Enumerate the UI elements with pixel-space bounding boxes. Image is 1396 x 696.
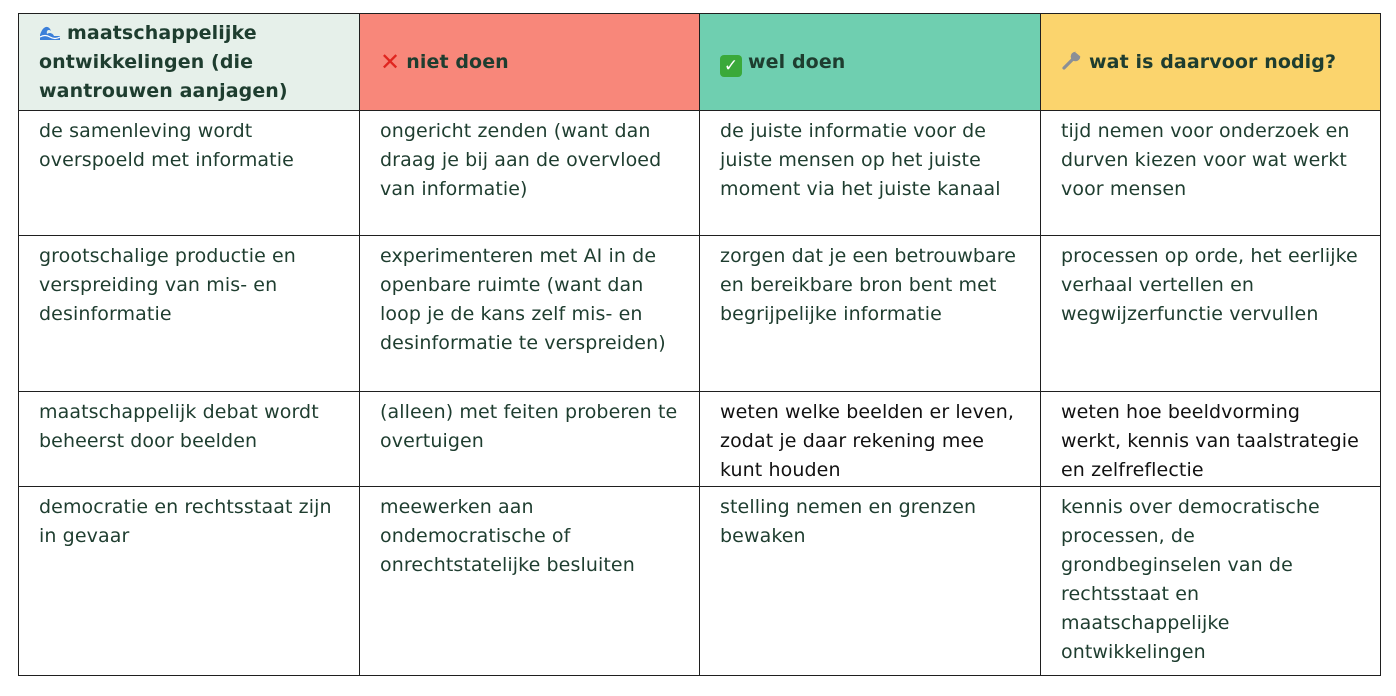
table-row (19, 487, 1381, 676)
header-label-needed: wat is daarvoor nodig? (1089, 50, 1337, 73)
header-row (19, 14, 1381, 111)
table-cell: ongericht zenden (want dan draag je bij aan de overvloed van informatie) (360, 111, 700, 236)
table-cell: maatschappelijk debat wordt beheerst door beelden (19, 392, 360, 487)
table-cell: weten hoe beeldvorming werkt, kennis van taalstrategie en zelfreflectie (1041, 392, 1381, 487)
table-cell: democratie en rechtsstaat zijn in gevaar (19, 487, 360, 676)
table-cell: processen op orde, het eerlijke verhaal vertellen en wegwijzerfunctie vervullen (1041, 236, 1381, 392)
header-label-developments: maatschappelijke ontwikkelingen (die wantrouwen aanjagen) (39, 21, 288, 102)
table-cell: de samenleving wordt overspoeld met informatie (19, 111, 360, 236)
table-row (19, 111, 1381, 236)
strategy-table (18, 13, 1381, 676)
table-cell: (alleen) met feiten proberen te overtuigen (360, 392, 700, 487)
header-cell-developments (19, 14, 360, 111)
header-label-do: wel doen (748, 50, 846, 73)
table-cell: kennis over democratische processen, de grondbeginselen van de rechtsstaat en maatschappelijke ontwikkelingen (1041, 487, 1381, 676)
table-cell: zorgen dat je een betrouwbare en bereikbare bron bent met begrijpelijke informatie (700, 236, 1041, 392)
wrench-icon (1061, 49, 1083, 71)
header-cell-needed (1041, 14, 1381, 111)
check-mark-icon: ✓ (720, 55, 742, 77)
table-row (19, 392, 1381, 487)
table-cell: tijd nemen voor onderzoek en durven kiezen voor wat werkt voor mensen (1041, 111, 1381, 236)
cross-mark-icon: ✕ (380, 47, 401, 76)
header-cell-do (700, 14, 1041, 111)
table-row (19, 236, 1381, 392)
water-wave-icon (39, 23, 61, 41)
header-label-dont: niet doen (406, 50, 509, 73)
table-cell: meewerken aan ondemocratische of onrechtstatelijke besluiten (360, 487, 700, 676)
table-cell: grootschalige productie en verspreiding van mis- en desinformatie (19, 236, 360, 392)
header-cell-dont (360, 14, 700, 111)
table-container (18, 13, 1381, 676)
table-cell: weten welke beelden er leven, zodat je daar rekening mee kunt houden (700, 392, 1041, 487)
table-cell: stelling nemen en grenzen bewaken (700, 487, 1041, 676)
table-cell: de juiste informatie voor de juiste mensen op het juiste moment via het juiste kanaal (700, 111, 1041, 236)
table-cell: experimenteren met AI in de openbare ruimte (want dan loop je de kans zelf mis- en desinformatie te verspreiden) (360, 236, 700, 392)
